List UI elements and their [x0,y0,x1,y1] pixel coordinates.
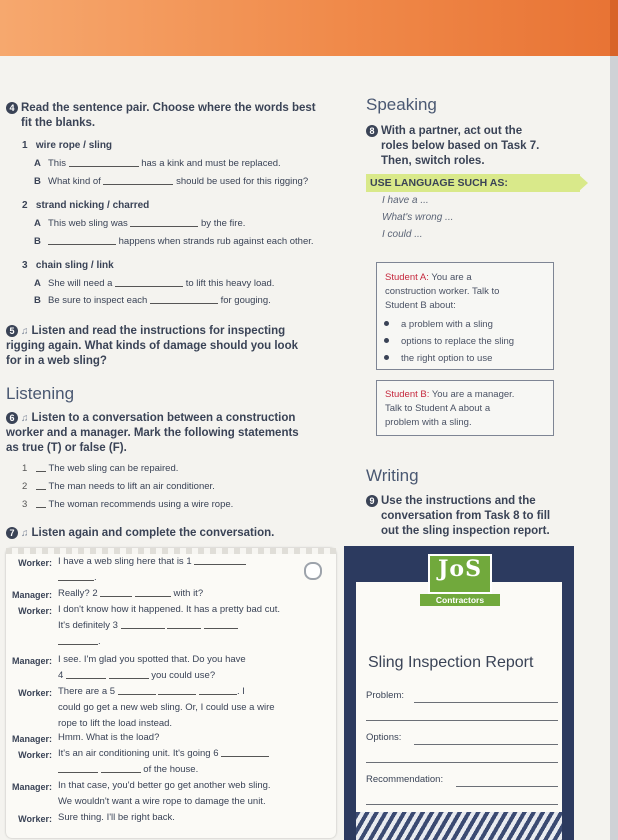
task-7-instruction: 7 ♫ Listen again and complete the conversation. [6,526,346,541]
company-logo-caption: Contractors [420,594,500,606]
answer-blank[interactable] [158,685,196,695]
task-9-instruction: 9 Use the instructions and the conversation from Task 8 to fill out the sling inspection report. [366,494,606,539]
answer-blank[interactable] [167,619,201,629]
answer-blank[interactable] [199,685,237,695]
sling-inspection-report [344,546,574,840]
rope-border [356,812,562,840]
options-line-2[interactable] [366,762,558,763]
speaker-label: Manager: [11,656,52,666]
speaker-label: Worker: [18,558,52,568]
headphones-icon: ♫ [21,528,29,539]
statement-1: 1 The web sling can be repaired. [22,463,179,474]
answer-blank[interactable] [135,587,171,597]
speaker-label: Worker: [18,688,52,698]
report-paper [356,582,562,840]
language-label: USE LANGUAGE SUCH AS: [366,174,580,192]
utterance: Really? 2 with it? [58,588,204,599]
phrase: What's wrong ... [382,212,454,223]
language-arrow [578,174,588,192]
answer-blank[interactable] [204,619,238,629]
item-3b: B Be sure to inspect each for gouging. [34,295,271,306]
task-6-instruction: 6 ♫ Listen to a conversation between a construction worker and a manager. Mark the following statements as true (T) or false (F). [6,412,299,454]
speaker-label: Worker: [18,814,52,824]
tf-blank[interactable] [36,498,46,508]
item-1-title: 1 wire rope / sling [22,140,113,151]
task-number-badge: 5 [6,325,18,337]
answer-blank[interactable] [66,669,106,679]
headphones-icon: ♫ [21,326,29,337]
speaker-label: Worker: [18,750,52,760]
problem-line[interactable] [414,702,558,703]
task-number-badge: 7 [6,527,18,539]
recommendation-line[interactable] [456,786,558,787]
item-1b: B What kind of should be used for this rigging? [34,176,309,187]
answer-blank[interactable] [58,571,94,581]
utterance: I have a web sling here that is 1 . [58,554,246,586]
utterance: It's an air conditioning unit. It's going 6 of the house. [58,746,269,778]
speaker-label: Manager: [11,734,52,744]
problem-line-2[interactable] [366,720,558,721]
student-b-box: Student B: You are a manager. Talk to Student A about a problem with a sling. [376,380,554,436]
student-a-box: Student A: You are a construction worker. Talk to Student B about: [376,262,554,370]
recommendation-label: Recommendation: [366,774,444,785]
report-title: Sling Inspection Report [368,654,534,671]
answer-blank[interactable] [121,619,165,629]
options-label: Options: [366,732,402,743]
statement-2: 2 The man needs to lift an air conditioner. [22,481,215,492]
speaker-label: Manager: [11,782,52,792]
page-spine [610,56,618,840]
writing-heading: Writing [366,466,419,485]
answer-blank[interactable] [69,157,139,167]
problem-label: Problem: [366,690,405,701]
utterance: In that case, you'd better go get another web sling. We wouldn't want a wire rope to damage the unit. [58,780,271,807]
bullet-item: a problem with a sling [384,319,493,330]
item-1a: A This has a kink and must be replaced. [34,158,281,169]
phrase: I have a ... [382,195,429,206]
answer-blank[interactable] [194,555,246,565]
phrase: I could ... [382,229,423,240]
student-b-label: Student B: [385,389,430,400]
speaker-label: Manager: [11,590,52,600]
task-number-badge: 4 [6,102,18,114]
item-2-title: 2 strand nicking / charred [22,200,150,211]
answer-blank[interactable] [58,635,98,645]
item-2b: B happens when strands rub against each other. [34,236,314,247]
statement-3: 3 The woman recommends using a wire rope. [22,499,234,510]
conversation-card [6,548,336,838]
company-logo: JoS [428,554,492,594]
headphones-icon: ♫ [21,413,29,424]
utterance: There are a 5 . I could go get a new web sling. Or, I could use a wire rope to lift the load instead. [58,686,275,729]
student-a-label: Student A: [385,272,429,283]
answer-blank[interactable] [101,763,141,773]
bullet-item: options to replace the sling [384,336,514,347]
recommendation-line-2[interactable] [366,804,558,805]
tf-blank[interactable] [36,462,46,472]
task-4-instruction: 4 Read the sentence pair. Choose where the words best fit the blanks. [6,101,346,131]
item-3-title: 3 chain sling / link [22,260,114,271]
item-3a: A She will need a to lift this heavy load. [34,278,275,289]
utterance: I see. I'm glad you spotted that. Do you have 4 you could use? [58,654,246,681]
speaking-heading: Speaking [366,95,437,114]
answer-blank[interactable] [109,669,149,679]
task-5-instruction: 5 ♫ Listen and read the instructions for inspecting rigging again. What kinds of damage should you look for in a web sling? [6,325,298,367]
task-number-badge: 8 [366,125,378,137]
tf-blank[interactable] [36,480,46,490]
bullet-item: the right option to use [384,353,492,364]
listening-heading: Listening [6,384,75,403]
card-hole [304,562,322,580]
top-color-band [0,0,618,56]
speaker-label: Worker: [18,606,52,616]
answer-blank[interactable] [130,217,198,227]
answer-blank[interactable] [48,235,116,245]
answer-blank[interactable] [100,587,132,597]
utterance: Sure thing. I'll be right back. [58,812,175,823]
answer-blank[interactable] [150,294,218,304]
utterance: I don't know how it happened. It has a pretty bad cut. It's definitely 3 . [58,604,281,647]
answer-blank[interactable] [58,763,98,773]
answer-blank[interactable] [103,175,173,185]
answer-blank[interactable] [221,747,269,757]
task-8-instruction: 8 With a partner, act out the roles below based on Task 7. Then, switch roles. [366,124,606,169]
page-fold [610,0,618,56]
task-number-badge: 9 [366,495,378,507]
answer-blank[interactable] [118,685,156,695]
utterance: Hmm. What is the load? [58,732,160,743]
options-line[interactable] [414,744,558,745]
task-number-badge: 6 [6,412,18,424]
answer-blank[interactable] [115,277,183,287]
item-2a: A This web sling was by the fire. [34,218,246,229]
